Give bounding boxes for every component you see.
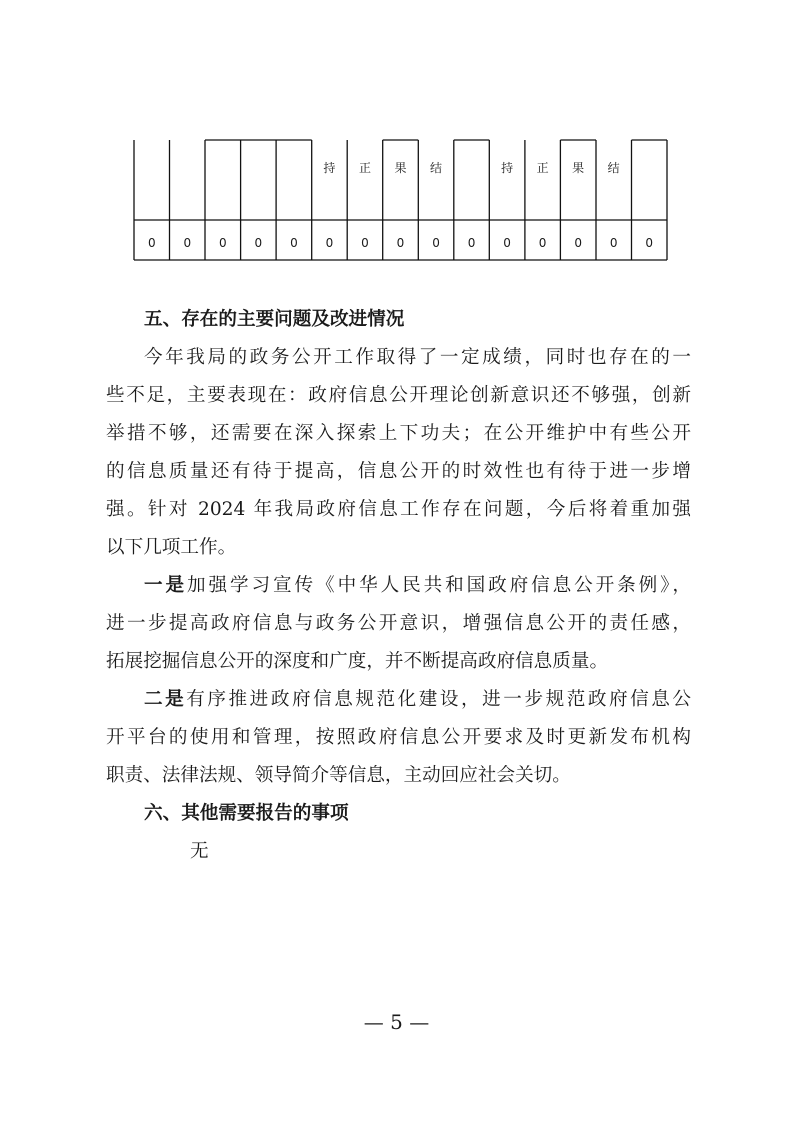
table-value-cell: 0 — [503, 236, 511, 250]
item1-line-2: 进一步提高政府信息与政务公开意识，增强信息公开的责任感， — [106, 613, 691, 634]
table-value-cell: 0 — [219, 236, 227, 250]
table-value-cell: 0 — [538, 236, 547, 250]
table-header-cell: 果 — [572, 161, 585, 175]
table-value-cell: 0 — [574, 236, 582, 250]
table-value-cell: 0 — [361, 236, 369, 250]
para1-line-3: 举措不够，还需要在深入探索上下功夫；在公开维护中有些公开 — [106, 423, 691, 444]
table-value-cell: 0 — [290, 236, 298, 250]
table-header-cell: 正 — [536, 161, 549, 175]
item1-lead: 一是 — [144, 575, 188, 596]
table-value-cell: 0 — [467, 236, 476, 250]
item2-line-2: 开平台的使用和管理，按照政府信息公开要求及时更新发布机构 — [106, 727, 691, 748]
para1-line-2: 些不足，主要表现在：政府信息公开理论创新意识还不够强，创新 — [106, 385, 691, 406]
para1-line-5: 强。针对 2024 年我局政府信息工作存在问题，今后将着重加强 — [106, 499, 691, 520]
table-header-cell: 正 — [358, 161, 371, 175]
para1-line-6: 以下几项工作。 — [106, 537, 237, 558]
table-header-cell: 结 — [430, 161, 443, 175]
item2-line-3: 职责、法律法规、领导简介等信息，主动回应社会关切。 — [106, 765, 571, 786]
table-header-cell: 果 — [394, 161, 407, 175]
item2-lead: 二是 — [144, 689, 187, 710]
table-value-cell: 0 — [254, 236, 263, 250]
table-value-cell: 0 — [147, 236, 156, 250]
section6-heading: 六、其他需要报告的事项 — [144, 803, 349, 824]
table-value-cell: 0 — [432, 236, 440, 250]
table-value-cell: 0 — [609, 236, 618, 250]
table-value-cell: 0 — [183, 236, 192, 250]
section5-heading: 五、存在的主要问题及改进情况 — [144, 309, 405, 330]
item2-line-1 — [144, 685, 691, 715]
item1-text-1: 加强学习宣传《中华人民共和国政府信息公开条例》， — [187, 575, 691, 596]
table-value-cell: 0 — [396, 236, 405, 250]
table-header-cell: 持 — [323, 161, 336, 175]
table-value-cell: 0 — [645, 236, 654, 250]
item1-line-3: 拓展挖掘信息公开的深度和广度，并不断提高政府信息质量。 — [106, 651, 609, 672]
table-header-cell: 持 — [501, 161, 514, 175]
table-header-cell: 结 — [607, 161, 620, 175]
item2-text-1: 有序推进政府信息规范化建设，进一步规范政府信息公 — [186, 689, 691, 710]
statistics-table-fragment — [134, 140, 667, 260]
table-value-cell: 0 — [325, 236, 334, 250]
section6-content: 无 — [190, 841, 209, 862]
para1-line-1: 今年我局的政务公开工作取得了一定成绩，同时也存在的一 — [144, 347, 691, 368]
item1-line-1 — [144, 571, 691, 601]
page-number: — 5 — — [363, 1010, 430, 1034]
para1-line-4: 的信息质量还有待于提高，信息公开的时效性也有待于进一步增 — [106, 461, 691, 482]
